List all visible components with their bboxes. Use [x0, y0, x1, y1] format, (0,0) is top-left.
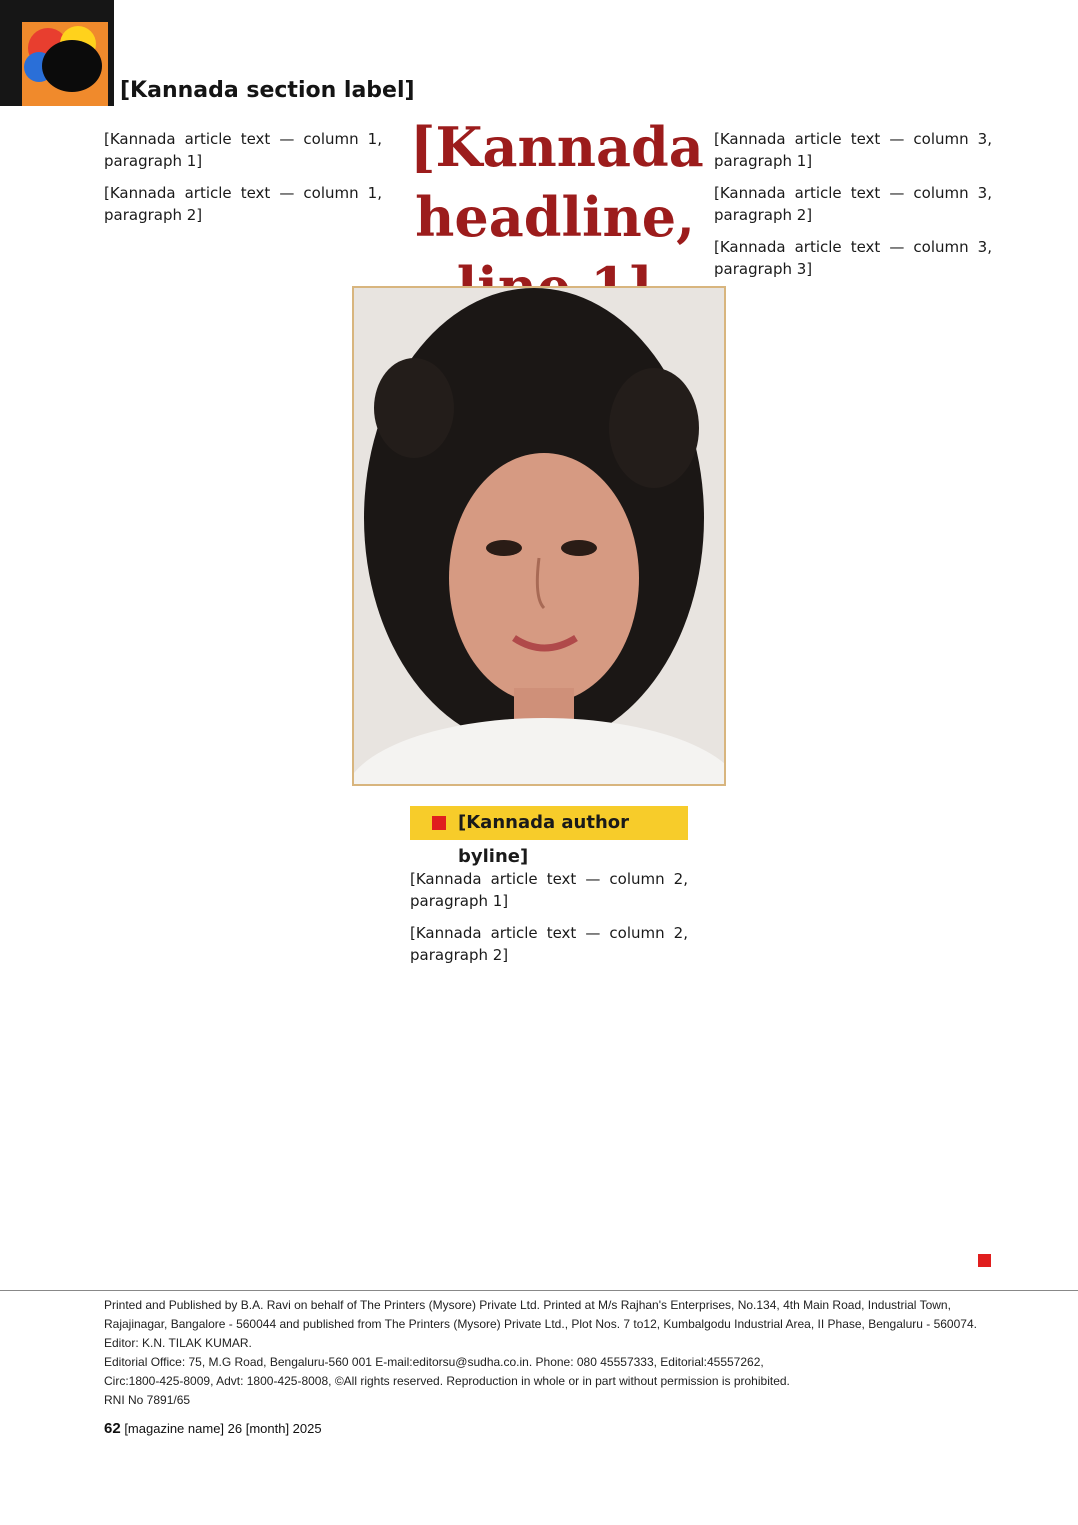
issue-date: [magazine name] 26 [month] 2025 — [124, 1421, 322, 1436]
editorial-contact: Editorial Office: 75, M.G Road, Bengaluru-560 001 E-mail:editorsu@sudha.co.in. Phone: 080 45557333, Editorial:45557262, — [104, 1355, 764, 1369]
publication-imprint — [104, 1296, 992, 1410]
page-number: 62 — [104, 1420, 121, 1437]
paragraph: [Kannada article text — column 3, paragraph 3] — [714, 238, 992, 278]
article-column-1 — [104, 128, 382, 236]
title-line-1: [Kannada headline, — [410, 115, 704, 249]
author-byline — [410, 806, 688, 867]
paragraph: [Kannada article text — column 2, paragraph 2] — [410, 924, 688, 964]
paragraph: [Kannada article text — column 3, paragraph 1] — [714, 130, 992, 170]
author-name: [Kannada author byline] — [458, 812, 630, 867]
paragraph: [Kannada article text — column 1, paragraph 1] — [104, 130, 382, 170]
page-folio — [104, 1420, 322, 1437]
article-column-3 — [714, 128, 992, 290]
singer-portrait-photo — [352, 286, 726, 786]
rni-number: RNI No 7891/65 — [104, 1393, 191, 1407]
section-label: [Kannada section label] — [120, 78, 415, 103]
paragraph: [Kannada article text — column 1, paragraph 2] — [104, 184, 382, 224]
article-column-2 — [410, 868, 688, 976]
imprint-text: Printed and Published by B.A. Ravi on behalf of The Printers (Mysore) Private Ltd. Printed at M/s Rajhan's Enterprises, No.134, 4th Main Road, Industrial Town, Rajajinagar, Bangalore - 560044 and published from The Printers (Mysore) Private Ltd., Plot Nos. 7 to12, Kumbalgodu Industrial Area, II Phase, Bengaluru - 560074. Editor: K.N. TILAK KUMAR. — [104, 1298, 977, 1350]
footer-divider — [0, 1290, 1078, 1291]
article-end-mark-icon — [978, 1254, 991, 1267]
section-logo-icon — [22, 22, 108, 106]
portrait-illustration — [354, 288, 724, 784]
magazine-logo-block — [0, 0, 114, 106]
paragraph: [Kannada article text — column 3, paragraph 2] — [714, 184, 992, 224]
byline-marker-icon — [432, 816, 446, 830]
circulation-contact: Circ:1800-425-8009, Advt: 1800-425-8008, ©All rights reserved. Reproduction in whole or in part without permission is prohibited. — [104, 1374, 790, 1388]
paragraph: [Kannada article text — column 2, paragraph 1] — [410, 870, 688, 910]
